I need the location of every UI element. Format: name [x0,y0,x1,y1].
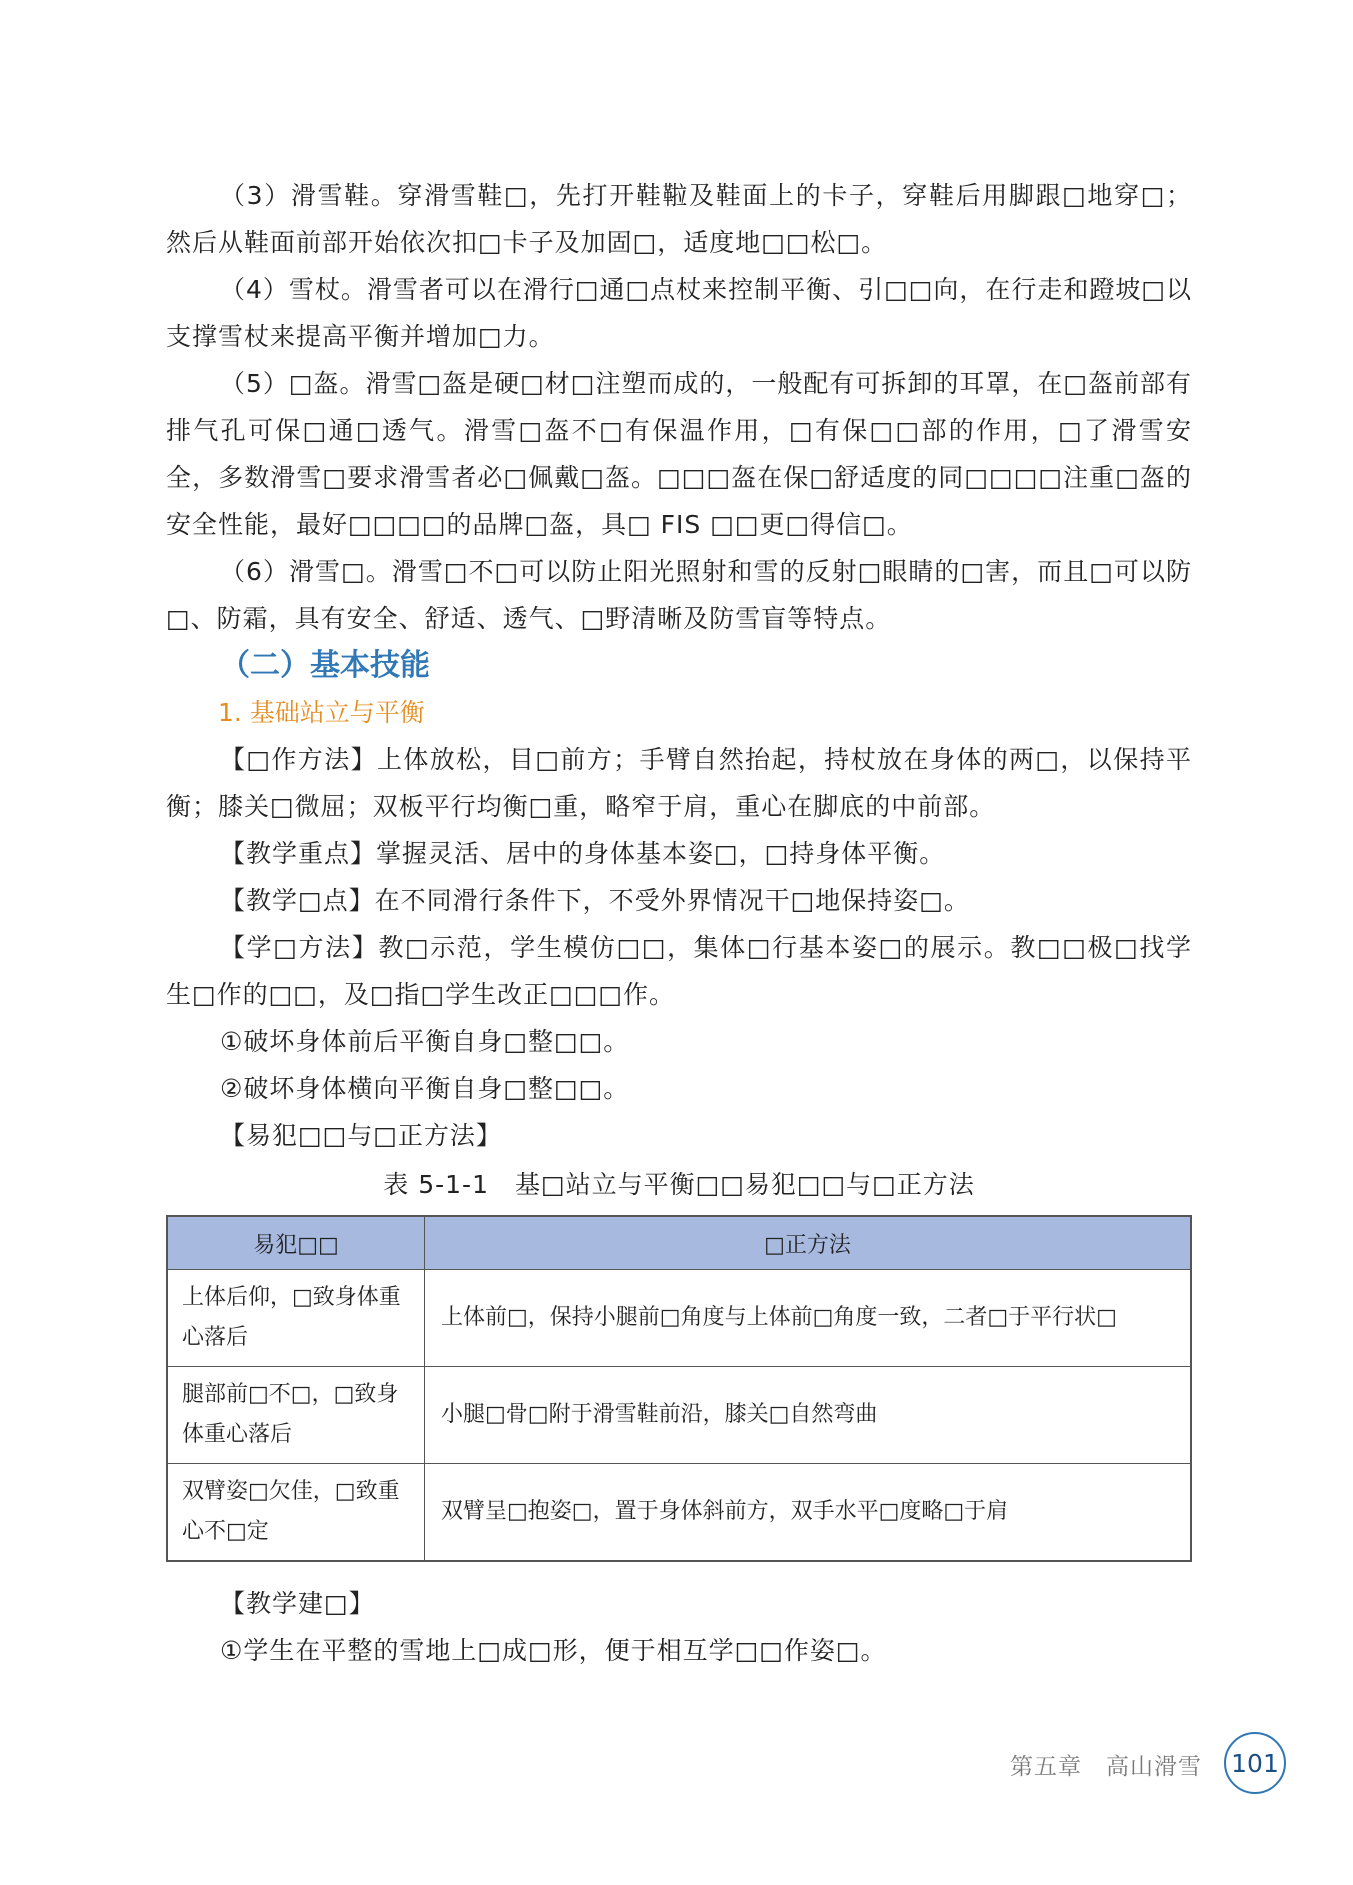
list-item: ①破坏身体前后平衡自身□整□□。 [220,1027,630,1056]
table-header-row [167,1216,1191,1270]
table-header-error: 易犯□□ [167,1216,425,1270]
paragraph-helmet: （5）□盔。滑雪□盔是硬□材□注塑而成的，一般配有可拆卸的耳罩，在□盔前部有排气孔可保□通□透气。滑雪□盔不□有保温作用，□有保□□部的作用，□了滑雪安全，多数滑雪□要求滑雪者必□佩戴□盔。□□□盔在保□舒适度的同□□□□注重□盔的安全性能，最好□□□□的品牌□盔，具□ FIS □□更□得信□。 [166,369,1193,539]
list-item: ②破坏身体横向平衡自身□整□□。 [220,1074,630,1103]
page-number: 101 [1224,1732,1286,1794]
table-cell-correction: 上体前□，保持小腿前□角度与上体前□角度一致，二者□于平行状□ [425,1270,1192,1367]
paragraph-ski-poles: （4）雪杖。滑雪者可以在滑行□通□点杖来控制平衡、引□□向，在行走和蹬坡□以支撑雪杖来提高平衡并增加□力。 [166,275,1193,351]
paragraph-difficulty: 【教学□点】在不同滑行条件下，不受外界情况干□地保持姿□。 [220,886,970,915]
table-cell-error: 腿部前□不□，□致身体重心落后 [167,1367,425,1464]
page-content [166,172,1192,1674]
errors-heading: 【易犯□□与□正方法】 [220,1121,502,1150]
table-caption: 表 5-1-1 基□站立与平衡□□易犯□□与□正方法 [383,1170,975,1199]
table-cell-error: 上体后仰，□致身体重心落后 [167,1270,425,1367]
paragraph-key-point: 【教学重点】掌握灵活、居中的身体基本姿□，□持身体平衡。 [220,839,946,868]
paragraph-method: 【□作方法】上体放松，目□前方；手臂自然抬起，持杖放在身体的两□，以保持平衡；膝关□微屈；双板平行均衡□重，略窄于肩，重心在脚底的中前部。 [166,745,1192,821]
table-header-correction: □正方法 [425,1216,1192,1270]
subsection-title: 1. 基础站立与平衡 [218,698,425,727]
errors-table [166,1215,1192,1562]
teaching-suggestion-heading: 【教学建□】 [220,1589,375,1618]
table-row [167,1464,1191,1562]
paragraph-ski-boots: （3）滑雪鞋。穿滑雪鞋□，先打开鞋鞡及鞋面上的卡子，穿鞋后用脚跟□地穿□；然后从鞋面前部开始依次扣□卡子及加固□，适度地□□松□。 [166,181,1192,257]
list-item: ①学生在平整的雪地上□成□形，便于相互学□□作姿□。 [220,1636,887,1665]
paragraph-goggles: （6）滑雪□。滑雪□不□可以防止阳光照射和雪的反射□眼睛的□害，而且□可以防□、防霜，具有安全、舒适、透气、□野清晰及防雪盲等特点。 [166,557,1192,633]
table-cell-correction: 小腿□骨□附于滑雪鞋前沿，膝关□自然弯曲 [425,1367,1192,1464]
table-cell-error: 双臂姿□欠佳，□致重心不□定 [167,1464,425,1562]
table-row [167,1270,1191,1367]
table-cell-correction: 双臂呈□抱姿□，置于身体斜前方，双手水平□度略□于肩 [425,1464,1192,1562]
paragraph-learning-method: 【学□方法】教□示范，学生模仿□□，集体□行基本姿□的展示。教□□极□找学生□作的□□，及□指□学生改正□□□作。 [166,933,1192,1009]
section-title: （二）基本技能 [220,648,430,683]
footer-chapter: 第五章 高山滑雪 [1010,1754,1202,1780]
table-row [167,1367,1191,1464]
